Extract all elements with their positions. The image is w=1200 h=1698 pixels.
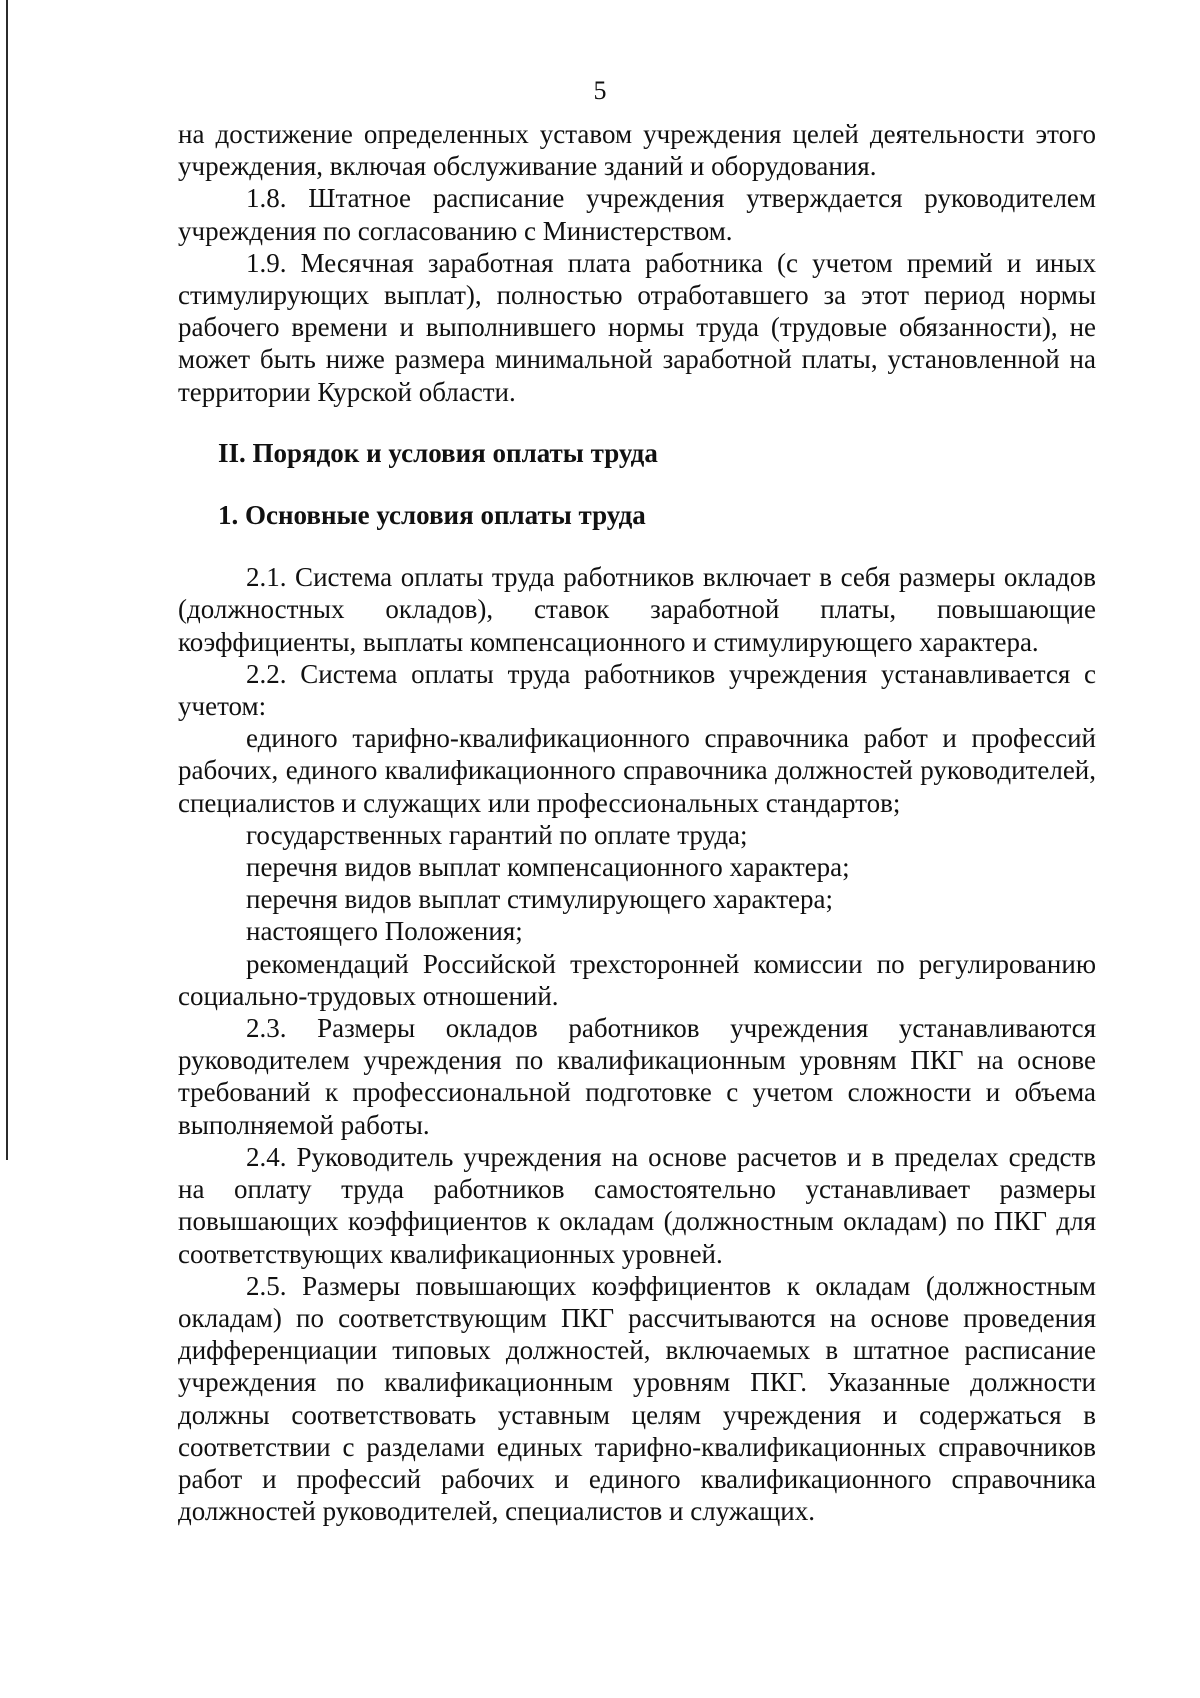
list-item-classifier: единого тарифно-квалификационного справочника работ и профессий рабочих, единого квалификационного справочника должностей руководителей, специалистов и служащих или профессиональных стандартов; <box>178 723 1096 818</box>
paragraph-2-2: 2.2. Система оплаты труда работников учреждения устанавливается с учетом: <box>178 658 1096 722</box>
paragraph-2-4: 2.4. Руководитель учреждения на основе расчетов и в пределах средств на оплату труда работников самостоятельно устанавливает размеры повышающих коэффициентов к окладам (должностным окладам) по ПКГ для соответствующих квалификационных уровней. <box>178 1141 1096 1269</box>
paragraph-1-8: 1.8. Штатное расписание учреждения утверждается руководителем учреждения по согласованию с Министерством. <box>178 183 1096 246</box>
list-item-recommendations: рекомендаций Российской трехсторонней комиссии по регулированию социально-трудовых отношений. <box>178 948 1096 1011</box>
list-item-incentive: перечня видов выплат стимулирующего характера; <box>246 884 833 915</box>
paragraph-2-3: 2.3. Размеры окладов работников учреждения устанавливаются руководителем учреждения по квалификационным уровням ПКГ на основе требований к профессиональной подготовке с учетом сложности и объема выполняемой работы. <box>178 1013 1096 1140</box>
paragraph-2-5: 2.5. Размеры повышающих коэффициентов к окладам (должностным окладам) по соответствующим ПКГ рассчитываются на основе проведения дифференциации типовых должностей, включаемых в штатное расписание учреждения по квалификационным уровням ПКГ. Указанные должности должны соответствовать уставным целям учреждения и содержаться в соответствии с разделами единых тарифно-квалификационных справочников работ и профессий рабочих и единого квалификационного справочника должностей руководителей, специалистов и служащих. <box>178 1270 1096 1527</box>
paragraph-1-9: 1.9. Месячная заработная плата работника (с учетом премий и иных стимулирующих выплат), полностью отработавшего за этот период нормы рабочего времени и выполнившего нормы труда (трудовые обязанности), не может быть ниже размера минимальной заработной платы, установленной на территории Курской области. <box>178 247 1096 407</box>
page-number: 5 <box>593 76 607 105</box>
document-body <box>178 118 1096 1527</box>
list-item-guarantees: государственных гарантий по оплате труда; <box>246 819 748 850</box>
section-title: II. Порядок и условия оплаты труда <box>218 437 658 468</box>
list-item-compensation: перечня видов выплат компенсационного характера; <box>246 852 850 883</box>
subsection-title: 1. Основные условия оплаты труда <box>218 500 646 531</box>
paragraph-continuation: на достижение определенных уставом учреждения целей деятельности этого учреждения, включая обслуживание зданий и оборудования. <box>178 119 1096 182</box>
list-item-regulation: настоящего Положения; <box>246 916 523 947</box>
paragraph-2-1: 2.1. Система оплаты труда работников включает в себя размеры окладов (должностных окладов), ставок заработной платы, повышающие коэффициенты, выплаты компенсационного и стимулирующего характера. <box>178 562 1096 657</box>
scan-edge-line <box>6 0 8 1160</box>
